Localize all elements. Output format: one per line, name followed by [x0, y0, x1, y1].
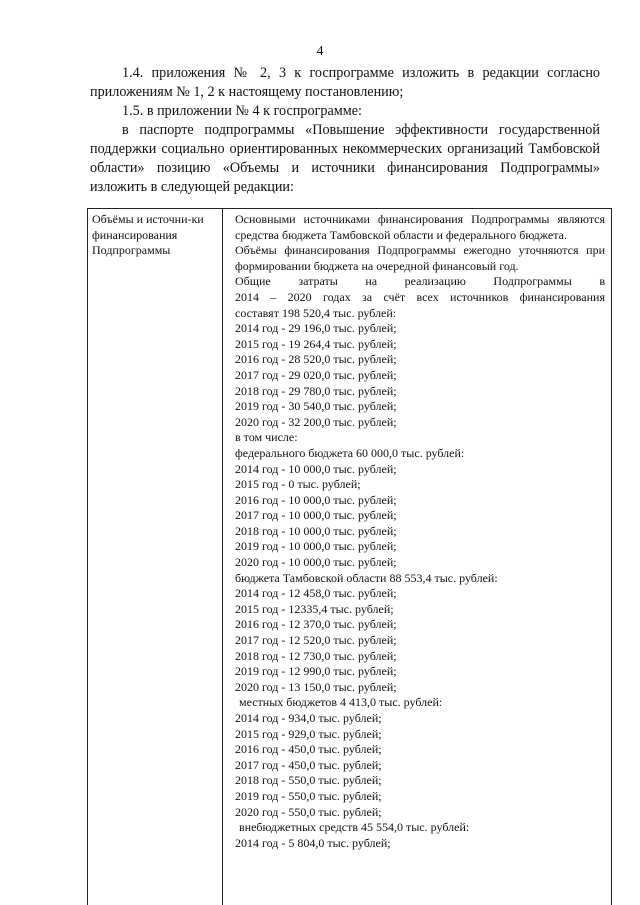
passport-paragraph: в паспорте подпрограммы «Повышение эффективности государственной поддержки социально ориентированных некоммерческих организаций Тамбовской области» позицию «Объемы и источники финансирования Подпрограммы» изложить в следующей редакции:	[90, 122, 600, 195]
extra-budget-year-line: 2014 год - 5 804,0 тыс. рублей;	[235, 835, 391, 850]
regional-year-line: 2015 год - 12335,4 тыс. рублей;	[235, 601, 394, 616]
item-1-5: 1.5. в приложении № 4 к госпрограмме:	[122, 103, 362, 119]
regional-year-line: 2018 год - 12 730,0 тыс. рублей;	[235, 648, 397, 663]
total-year-line: 2015 год - 19 264,4 тыс. рублей;	[235, 336, 397, 351]
federal-year-line: 2016 год - 10 000,0 тыс. рублей;	[235, 492, 397, 507]
regional-year-line: 2020 год - 13 150,0 тыс. рублей;	[235, 679, 397, 694]
local-year-line: 2020 год - 550,0 тыс. рублей;	[235, 804, 382, 819]
including-label: в том числе:	[235, 430, 298, 445]
refine-text: Объёмы финансирования Подпрограммы ежегодно уточняются при формировании бюджета на очередной финансовый год.	[235, 243, 605, 273]
local-year-line: 2018 год - 550,0 тыс. рублей;	[235, 773, 382, 788]
local-header: местных бюджетов 4 413,0 тыс. рублей:	[239, 695, 443, 710]
total-year-line: 2016 год - 28 520,0 тыс. рублей;	[235, 352, 397, 367]
page-number: 4	[316, 44, 324, 59]
federal-year-line: 2014 год - 10 000,0 тыс. рублей;	[235, 461, 397, 476]
financing-table	[87, 208, 612, 905]
total-year-line: 2014 год - 29 196,0 тыс. рублей;	[235, 321, 397, 336]
federal-year-line: 2019 год - 10 000,0 тыс. рублей;	[235, 539, 397, 554]
extra-budget-header: внебюджетных средств 45 554,0 тыс. рублей:	[239, 820, 470, 835]
local-year-line: 2015 год - 929,0 тыс. рублей;	[235, 726, 382, 741]
regional-year-line: 2017 год - 12 520,0 тыс. рублей;	[235, 633, 397, 648]
total-year-line: 2018 год - 29 780,0 тыс. рублей;	[235, 383, 397, 398]
intro-text	[90, 64, 600, 197]
item-1-4: 1.4. приложения № 2, 3 к госпрограмме изложить в редакции согласно приложениям № 1, 2 к настоящему постановлению;	[90, 65, 600, 100]
regional-header: бюджета Тамбовской области 88 553,4 тыс. рублей:	[235, 570, 498, 585]
federal-year-line: 2015 год - 0 тыс. рублей;	[235, 477, 361, 492]
total-year-line: 2017 год - 29 020,0 тыс. рублей;	[235, 367, 397, 382]
table-label-cell	[88, 209, 223, 905]
local-year-line: 2016 год - 450,0 тыс. рублей;	[235, 742, 382, 757]
total-year-line: 2020 год - 32 200,0 тыс. рублей;	[235, 414, 397, 429]
local-year-line: 2019 год - 550,0 тыс. рублей;	[235, 788, 382, 803]
total-line-2: 2014 – 2020 годах за счёт всех источников финансирования	[235, 289, 605, 304]
federal-year-line: 2020 год - 10 000,0 тыс. рублей;	[235, 555, 397, 570]
local-year-line: 2014 год - 934,0 тыс. рублей;	[235, 711, 382, 725]
federal-header: федерального бюджета 60 000,0 тыс. рублей:	[235, 445, 465, 460]
total-line-3: составят 198 520,4 тыс. рублей:	[235, 305, 397, 320]
regional-year-line: 2019 год - 12 990,0 тыс. рублей;	[235, 664, 397, 679]
total-year-line: 2019 год - 30 540,0 тыс. рублей;	[235, 399, 397, 414]
total-line-1: Общие затраты на реализацию Подпрограммы в	[235, 274, 605, 289]
regional-year-line: 2014 год - 12 458,0 тыс. рублей;	[235, 586, 397, 601]
table-content-cell	[223, 209, 611, 905]
sources-text: Основными источниками финансирования Подпрограммы являются средства бюджета Тамбовской области и федерального бюджета.	[235, 212, 605, 242]
local-year-line: 2017 год - 450,0 тыс. рублей;	[235, 757, 382, 772]
financing-label: Объёмы и источни-ки финансирования Подпрограммы	[92, 212, 204, 257]
federal-year-line: 2017 год - 10 000,0 тыс. рублей;	[235, 508, 397, 523]
federal-year-line: 2018 год - 10 000,0 тыс. рублей;	[235, 523, 397, 538]
regional-year-line: 2016 год - 12 370,0 тыс. рублей;	[235, 617, 397, 632]
